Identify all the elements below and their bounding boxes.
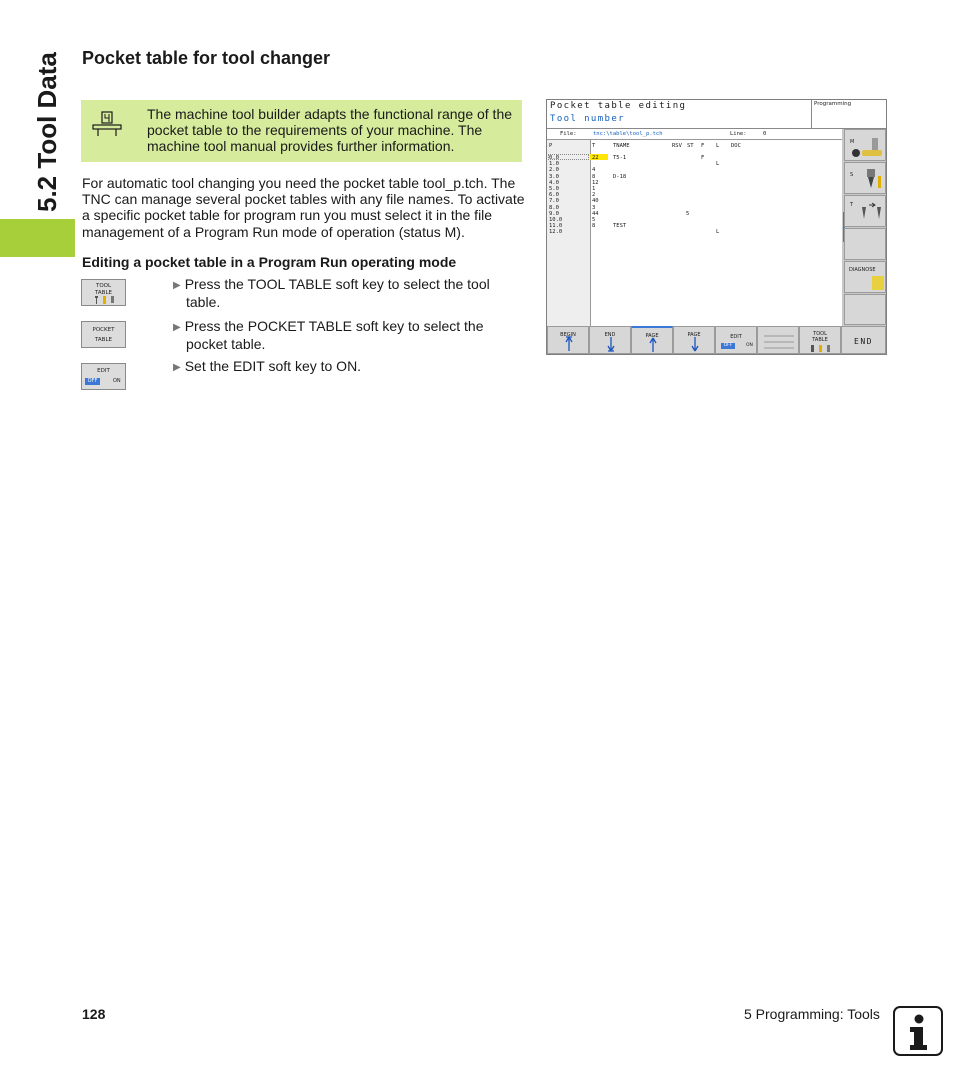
step-edit-text: Set the EDIT soft key to ON. [184, 358, 362, 374]
end-softkey[interactable] [589, 326, 631, 354]
side-key-t[interactable] [844, 195, 886, 227]
step-pocket-table-text: Press the POCKET TABLE soft key to select the [184, 318, 484, 334]
pocket-table-softkey[interactable] [81, 321, 126, 348]
dim-softkey-line [764, 347, 794, 349]
arrow-up-icon [565, 336, 573, 352]
side-key-t-label: T [850, 202, 854, 208]
page-down-softkey-label: PAGE [687, 332, 701, 338]
side-key-blank[interactable] [844, 294, 886, 325]
chapter-side-title-text: 5.2 Tool Data [32, 52, 62, 212]
screen-edit-on: ON [746, 343, 753, 348]
arrow-down-icon [691, 336, 699, 352]
screen-edit-off: OFF [721, 343, 735, 349]
step-arrow-icon: ▶ [173, 362, 181, 373]
tnc-screen [546, 99, 887, 355]
p-values: 0.0 1.0 2.0 3.0 4.0 5.0 6.0 7.0 8.0 9.0 10.0 11.0 12.0 [549, 155, 563, 236]
info-icon [893, 1006, 943, 1056]
side-key-diagnose[interactable] [844, 261, 886, 293]
edit-softkey-label: EDIT [97, 368, 110, 374]
section-heading: Pocket table for tool changer [82, 48, 331, 68]
screen-mode [812, 100, 886, 129]
side-key-s[interactable] [844, 162, 886, 194]
screen-edit-softkey-label: EDIT [730, 334, 742, 340]
file-path: tnc:\table\tool_p.tch [593, 131, 663, 137]
screen-title: Pocket table editing [550, 101, 687, 111]
step-tool-table [173, 276, 523, 310]
chapter-footer: 5 Programming: Tools [744, 1006, 880, 1022]
machine-note-icon [92, 109, 122, 139]
machine-note-box [81, 100, 522, 162]
step-pocket-table-text-cont: pocket table. [186, 336, 266, 352]
arrow-up-icon [649, 337, 657, 353]
screen-tool-table-softkey[interactable] [799, 326, 841, 354]
tool-table-softkey-line2: TABLE [94, 290, 112, 296]
step-tool-table-text-cont: table. [186, 294, 221, 310]
line-label: Line: [730, 131, 747, 137]
col-header-st: ST [687, 143, 694, 149]
file-label: File: [560, 131, 577, 137]
screen-end-softkey[interactable] [841, 326, 886, 354]
pocket-table-softkey-line1: POCKET [92, 327, 115, 333]
dim-softkey-line [764, 341, 794, 343]
col-header-f: F [701, 143, 705, 149]
chapter-marker [0, 219, 75, 257]
tool-table-icon [94, 295, 116, 305]
page-down-softkey[interactable] [673, 326, 715, 354]
side-key-m[interactable] [844, 129, 886, 161]
screen-subtitle: Tool number [550, 114, 626, 124]
machine-note-text: The machine tool builder adapts the functional range of the pocket table to the requirements of your machine. The machine tool manual provides further information. [147, 106, 513, 154]
arrow-down-icon [607, 336, 615, 352]
subheading: Editing a pocket table in a Program Run operating mode [82, 254, 457, 270]
begin-softkey-label: BEGIN [560, 332, 576, 338]
screen-edit-softkey[interactable] [715, 326, 757, 354]
st-values: 5 [686, 210, 690, 217]
info-glyph-icon [895, 1008, 941, 1054]
col-header-l: L [716, 143, 720, 149]
edit-off-indicator: OFF [85, 378, 100, 385]
dim-softkey-line [764, 335, 794, 337]
intro-paragraph: For automatic tool changing you need the pocket table tool_p.tch. The TNC can manage several pocket tables with any file names. To activate a specific pocket table for program run you must select it in the file management of a Program Run mode of operation (status M). [82, 175, 525, 240]
pocket-table-softkey-dim[interactable] [757, 326, 799, 354]
col-header-rsv: RSV [672, 143, 682, 149]
tool-change-icon [859, 201, 885, 223]
pocket-table-softkey-line2: TABLE [94, 337, 112, 343]
pocket-table [547, 139, 842, 326]
end-softkey-label: END [604, 332, 616, 338]
col-header-tname: TNAME [613, 143, 630, 149]
tool-table-softkey[interactable] [81, 279, 126, 306]
screen-end-softkey-label: END [854, 337, 873, 346]
col-header-t: T [592, 143, 596, 149]
tname-values: T5-1 D-18 TEST [613, 155, 627, 230]
screen-mode-text: Programming [814, 101, 852, 107]
page-up-softkey-label: PAGE [645, 333, 659, 339]
tool-table-softkey-line1: TOOL [95, 283, 112, 289]
edit-on-indicator: ON [113, 378, 121, 384]
step-pocket-table [173, 318, 523, 352]
col-header-p: P [549, 143, 553, 149]
side-key-diagnose-label: DIAGNOSE [849, 267, 876, 273]
screen-header [547, 100, 812, 129]
tool-table-icon [810, 344, 832, 353]
f-values: F [701, 155, 705, 161]
page-number: 128 [82, 1006, 106, 1022]
step-arrow-icon: ▶ [173, 322, 181, 333]
file-bar [547, 129, 842, 139]
begin-softkey[interactable] [547, 326, 589, 354]
step-arrow-icon: ▶ [173, 280, 181, 291]
screen-tool-table-softkey-label: TOOL TABLE [812, 331, 828, 343]
side-softkeys [844, 129, 886, 325]
spindle-icon [850, 136, 884, 158]
step-edit [173, 358, 523, 376]
side-key-empty[interactable] [844, 228, 886, 260]
page-up-softkey[interactable] [631, 326, 673, 354]
chapter-side-title [28, 40, 60, 230]
diagnose-icon [871, 275, 885, 291]
l-values: L L [716, 161, 720, 236]
t-values: 22 4 8 12 1 2 40 3 44 5 8 [592, 155, 599, 230]
bottom-softkeys [547, 326, 886, 354]
side-key-s-label: S [850, 172, 854, 178]
spindle-speed-icon [859, 168, 883, 190]
step-tool-table-text: Press the TOOL TABLE soft key to select the tool [184, 276, 490, 292]
edit-softkey[interactable] [81, 363, 126, 390]
side-key-m-label: M [850, 139, 855, 145]
col-header-doc: DOC [731, 143, 741, 149]
line-value: 0 [763, 131, 767, 137]
